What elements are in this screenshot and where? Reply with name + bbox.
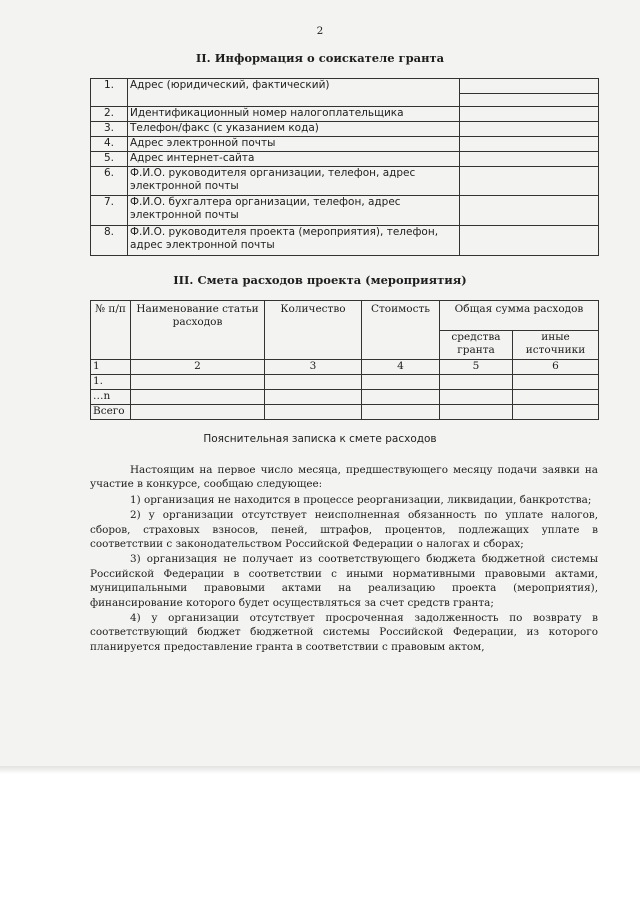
section3-title: III. Смета расходов проекта (мероприятия) [173, 273, 467, 287]
value-cell [460, 152, 599, 167]
total-row-label: Всего [91, 405, 131, 420]
table-row [91, 226, 599, 256]
value-cell [460, 79, 599, 107]
note-paragraph: Настоящим на первое число месяца, предшествующего месяцу подачи заявки на участие в конкурсе, сообщаю следующее: [90, 464, 598, 491]
value-cell-divider [460, 79, 598, 94]
note-body [90, 463, 598, 655]
value-cell [460, 226, 599, 256]
table-row [91, 107, 599, 122]
header-total: Общая сумма расходов [440, 301, 599, 331]
table-row [91, 152, 599, 167]
row-label: Адрес электронной почты [128, 137, 460, 152]
value-cell [460, 137, 599, 152]
note-paragraph: 3) организация не получает из соответствующего бюджета бюджетной системы Российской Федерации в соответствии с иными нормативными правовыми актами, муниципальными правовыми актами на реализацию проекта (мероприятия), финансирование которого будет осуществляться за счет средств гранта; [90, 553, 598, 609]
index-cell: 2 [131, 360, 265, 375]
index-cell: 4 [362, 360, 440, 375]
row-label: …n [91, 390, 131, 405]
index-cell: 6 [513, 360, 599, 375]
note-paragraph: 2) у организации отсутствует неисполненная обязанность по уплате налогов, сборов, страховых взносов, пеней, штрафов, процентов, подлежащих уплате в соответствии с законодательством Российской Федерации о налогах и сборах; [90, 509, 598, 551]
table-row [91, 196, 599, 226]
index-cell: 3 [265, 360, 362, 375]
column-index-row [91, 360, 599, 375]
value-cell [460, 167, 599, 196]
note-title: Пояснительная записка к смете расходов [203, 433, 437, 445]
value-cell [460, 107, 599, 122]
note-paragraph: 4) у организации отсутствует просроченная задолженность по возврату в соответствующий бюджет бюджетной системы Российской Федерации, из которого планируется предоставление гранта в соответствии с правовым актом, [90, 612, 598, 653]
section2-title: II. Информация о соискателе гранта [195, 51, 445, 65]
row-label: Адрес (юридический, фактический) [128, 79, 460, 107]
row-number: 3. [91, 122, 128, 137]
header-number: № п/п [91, 301, 131, 360]
index-cell: 1 [91, 360, 131, 375]
table-row [91, 122, 599, 137]
table-row [91, 375, 599, 390]
header-item-name: Наименование статьи расходов [131, 301, 265, 360]
row-number: 6. [91, 167, 128, 196]
budget-table [90, 300, 599, 420]
row-number: 8. [91, 226, 128, 256]
header-grant-funds: средства гранта [440, 331, 513, 360]
row-number: 1. [91, 79, 128, 107]
budget-header-row [91, 301, 599, 331]
row-label: Телефон/факс (с указанием кода) [128, 122, 460, 137]
row-label: 1. [91, 375, 131, 390]
value-cell [460, 122, 599, 137]
value-cell [460, 196, 599, 226]
row-number: 7. [91, 196, 128, 226]
header-cost: Стоимость [362, 301, 440, 360]
index-cell: 5 [440, 360, 513, 375]
row-label: Адрес интернет-сайта [128, 152, 460, 167]
row-label: Идентификационный номер налогоплательщика [128, 107, 460, 122]
row-label: Ф.И.О. бухгалтера организации, телефон, адрес электронной почты [128, 196, 460, 226]
table-row [91, 137, 599, 152]
row-label: Ф.И.О. руководителя организации, телефон, адрес электронной почты [128, 167, 460, 196]
table-row [91, 390, 599, 405]
header-quantity: Количество [265, 301, 362, 360]
table-row [91, 79, 599, 107]
row-number: 4. [91, 137, 128, 152]
header-other-sources: иные источники [513, 331, 599, 360]
row-number: 2. [91, 107, 128, 122]
row-label: Ф.И.О. руководителя проекта (мероприятия), телефон, адрес электронной почты [128, 226, 460, 256]
note-paragraph: 1) организация не находится в процессе реорганизации, ликвидации, банкротства; [130, 493, 592, 506]
table-row [91, 405, 599, 420]
row-number: 5. [91, 152, 128, 167]
table-row [91, 167, 599, 196]
applicant-info-table [90, 78, 599, 256]
page-number: 2 [316, 25, 324, 37]
